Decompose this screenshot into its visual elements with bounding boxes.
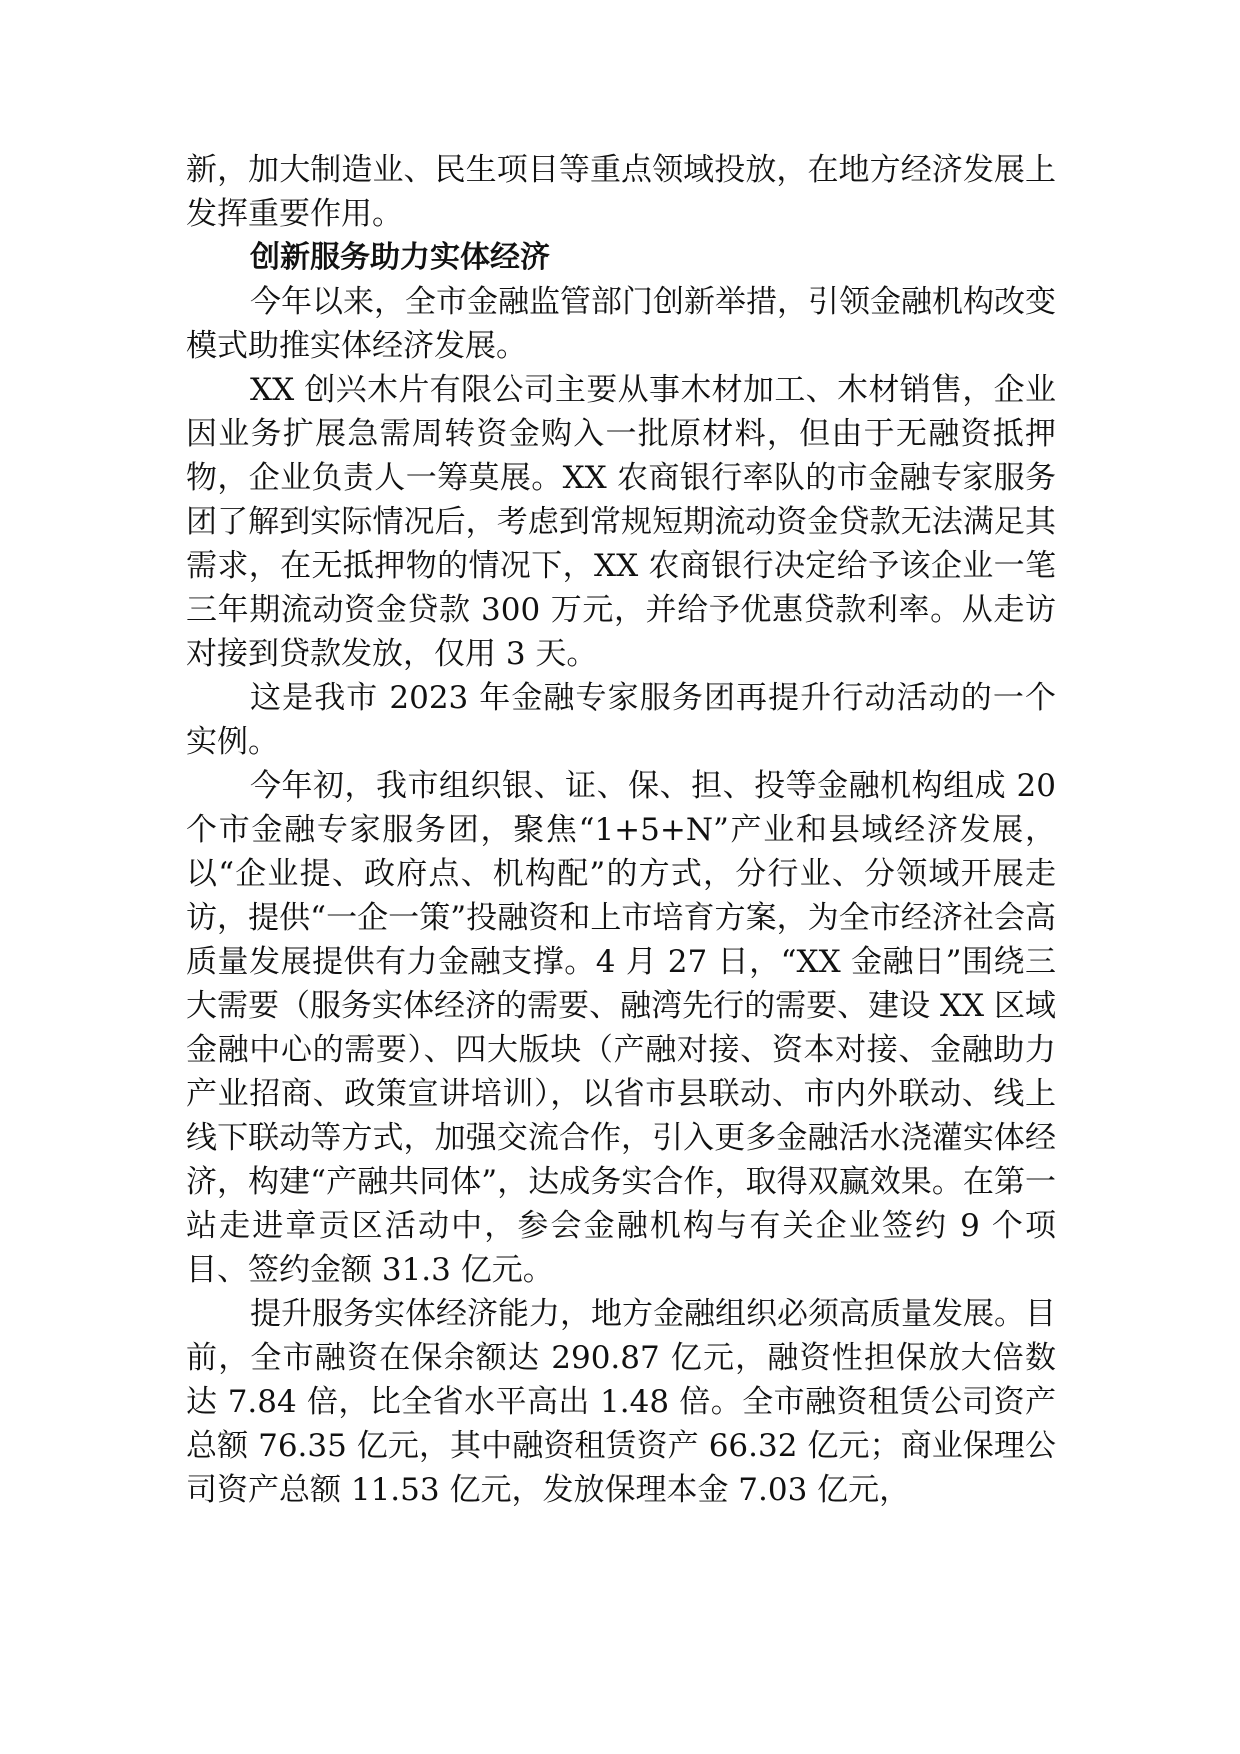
paragraph-service-team: 今年初，我市组织银、证、保、担、投等金融机构组成 20 个市金融专家服务团，聚焦“1+5+N”产业和县域经济发展，以“企业提、政府点、机构配”的方式，分行业、分领域开展走访，提供“一企一策”投融资和上市培育方案，为全市经济社会高质量发展提供有力金融支撑。4 月 27 日，“XX 金融日”围绕三大需要（服务实体经济的需要、融湾先行的需要、建设 XX 区域金融中心的需要）、四大版块（产融对接、资本对接、金融助力产业招商、政策宣讲培训），以省市县联动、市内外联动、线上线下联动等方式，加强交流合作，引入更多金融活水浇灌实体经济，构建“产融共同体”，达成务实合作，取得双赢效果。在第一站走进章贡区活动中，参会金融机构与有关企业签约 9 个项目、签约金额 31.3 亿元。 <box>186 768 1056 1288</box>
paragraph-financial-metrics: 提升服务实体经济能力，地方金融组织必须高质量发展。目前，全市融资在保余额达 290.87 亿元，融资性担保放大倍数达 7.84 倍，比全省水平高出 1.48 倍。全市融资租赁公司资产总额 76.35 亿元，其中融资租赁资产 66.32 亿元；商业保理公司资产总额 11.53 亿元，发放保理本金 7.03 亿元， <box>186 1296 1056 1508</box>
paragraph-case-study: XX 创兴木片有限公司主要从事木材加工、木材销售，企业因业务扩展急需周转资金购入一批原材料，但由于无融资抵押物，企业负责人一筹莫展。XX 农商银行率队的市金融专家服务团了解到实际情况后，考虑到常规短期流动资金贷款无法满足其需求，在无抵押物的情况下，XX 农商银行决定给予该企业一笔三年期流动资金贷款 300 万元，并给予优惠贷款利率。从走访对接到贷款发放，仅用 3 天。 <box>186 372 1056 672</box>
paragraph-continuation: 新，加大制造业、民生项目等重点领域投放，在地方经济发展上发挥重要作用。 <box>186 152 1056 232</box>
section-heading: 创新服务助力实体经济 <box>250 240 550 275</box>
paragraph-intro: 今年以来，全市金融监管部门创新举措，引领金融机构改变模式助推实体经济发展。 <box>186 284 1056 364</box>
document-body <box>186 148 1056 1512</box>
paragraph-example: 这是我市 2023 年金融专家服务团再提升行动活动的一个实例。 <box>186 680 1056 760</box>
